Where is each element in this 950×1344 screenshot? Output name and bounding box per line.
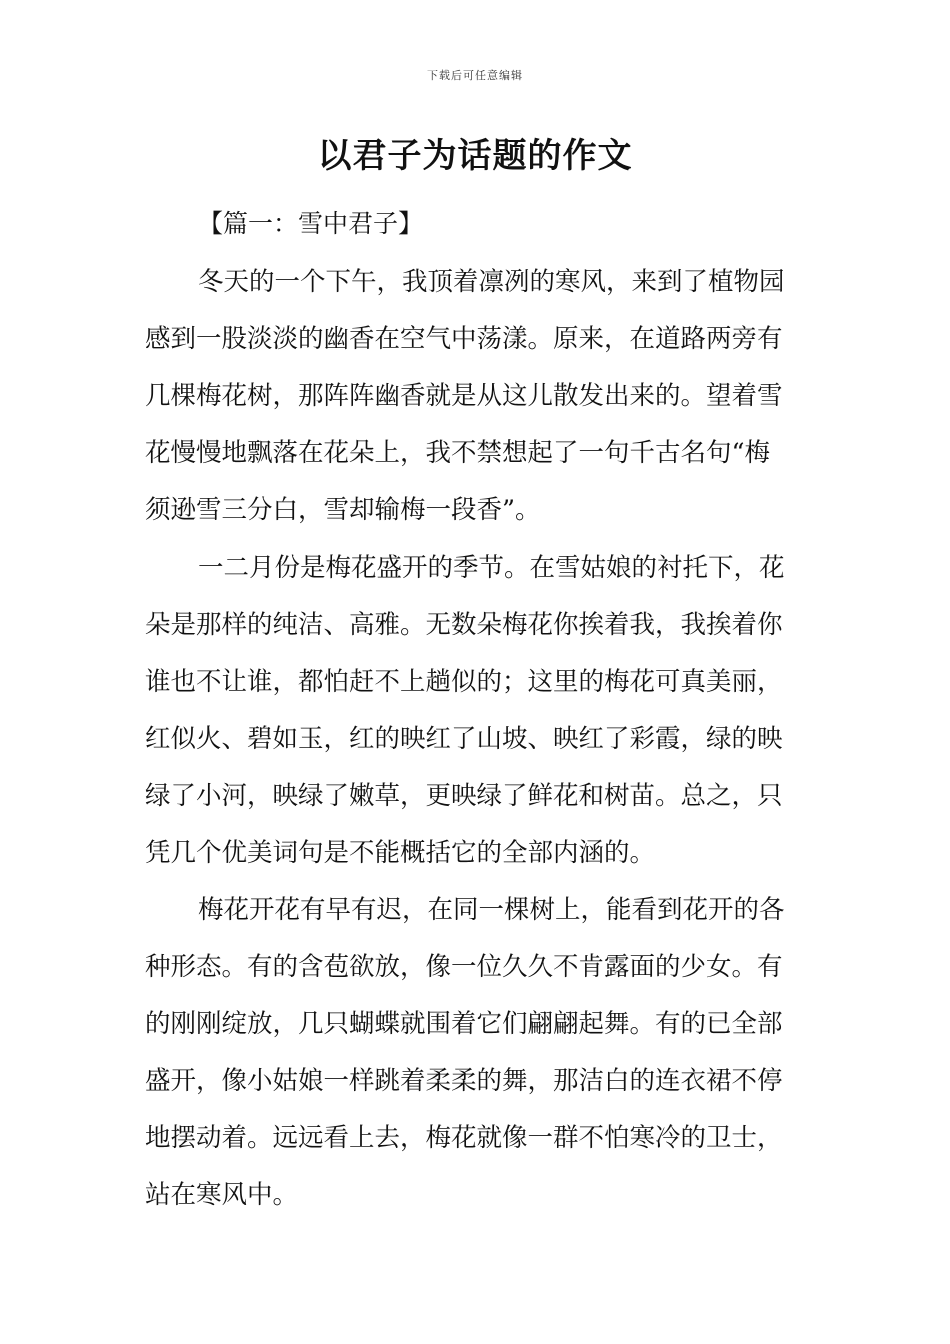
paragraph-1-line: 冬天的一个下午，我顶着凛冽的寒风，来到了植物园 (198, 267, 785, 297)
paragraph-2-line: 凭几个优美词句是不能概括它的全部内涵的。 (145, 838, 656, 868)
paragraph-3-line: 梅花开花有早有迟，在同一棵树上，能看到花开的各 (198, 895, 785, 925)
paragraph-1-line: 花慢慢地飘落在花朵上，我不禁想起了一句千古名句“梅 (145, 438, 771, 468)
paragraph-1-line: 须逊雪三分白，雪却输梅一段香”。 (145, 495, 541, 525)
paragraph-3-line: 盛开，像小姑娘一样跳着柔柔的舞，那洁白的连衣裙不停 (145, 1066, 783, 1096)
paragraph-2-line: 朵是那样的纯洁、高雅。无数朵梅花你挨着我，我挨着你 (145, 610, 783, 640)
paragraph-3-line: 种形态。有的含苞欲放，像一位久久不肯露面的少女。有 (145, 952, 783, 982)
paragraph-3-line: 站在寒风中。 (145, 1180, 299, 1210)
paragraph-3-line: 的刚刚绽放，几只蝴蝶就围着它们翩翩起舞。有的已全部 (145, 1009, 783, 1039)
document-title: 以君子为话题的作文 (317, 136, 633, 176)
paragraph-1-line: 几棵梅花树，那阵阵幽香就是从这儿散发出来的。望着雪 (145, 381, 783, 411)
paragraph-1-line: 感到一股淡淡的幽香在空气中荡漾。原来，在道路两旁有 (145, 324, 783, 354)
paragraph-2-line: 一二月份是梅花盛开的季节。在雪姑娘的衬托下，花 (198, 553, 785, 583)
paragraph-2-line: 谁也不让谁，都怕赶不上趟似的；这里的梅花可真美丽， (145, 667, 783, 697)
paragraph-3-line: 地摆动着。远远看上去，梅花就像一群不怕寒冷的卫士， (145, 1123, 783, 1153)
section-heading: 【篇一：雪中君子】 (198, 209, 424, 238)
page-header-note: 下载后可任意编辑 (427, 69, 523, 82)
paragraph-2-line: 红似火、碧如玉，红的映红了山坡、映红了彩霞，绿的映 (145, 724, 783, 754)
paragraph-2-line: 绿了小河，映绿了嫩草，更映绿了鲜花和树苗。总之，只 (145, 781, 783, 811)
